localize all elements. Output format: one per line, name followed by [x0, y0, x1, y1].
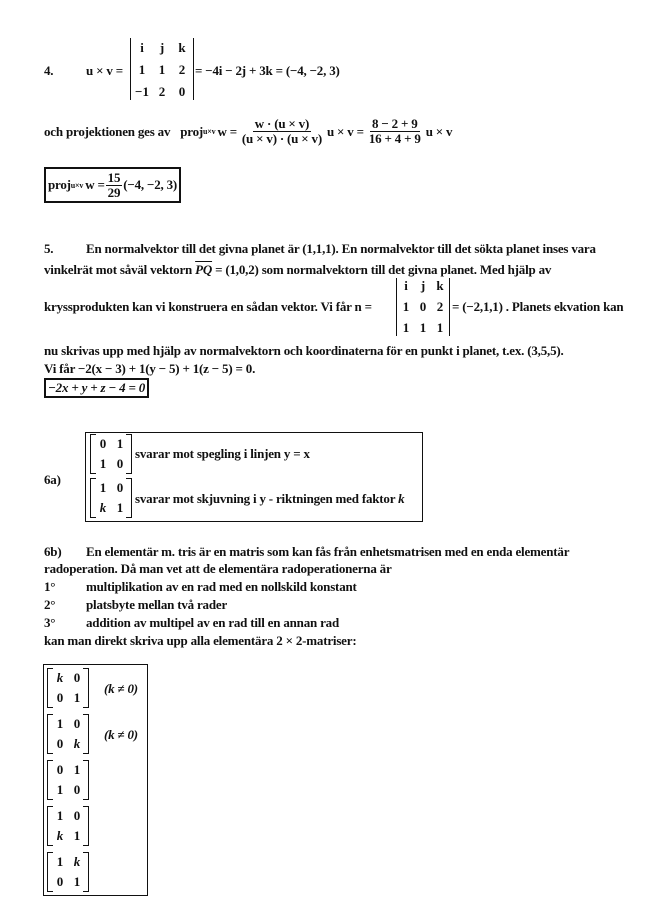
bracket-left: [90, 478, 96, 518]
answer-w: w =: [85, 177, 105, 192]
bracket-right: [83, 852, 89, 892]
matrix-cell: k: [99, 500, 107, 515]
op-1-number: 1°: [44, 579, 56, 594]
bracket-right: [126, 478, 132, 518]
proj-subscript: u×v: [203, 127, 216, 136]
matrix-cell: 1: [56, 782, 64, 797]
det-cell: 2: [158, 84, 166, 99]
cross-product-lhs: u × v =: [86, 63, 123, 78]
det-cell: j: [159, 40, 165, 55]
matrix-cell: 0: [56, 690, 64, 705]
matrix-cell: 1: [116, 500, 124, 515]
proj-w: w =: [217, 123, 237, 139]
elementary-matrix-4: [47, 806, 89, 846]
matrix-cell: k: [56, 670, 64, 685]
numeric-fraction: [367, 117, 423, 146]
det-cell: 1: [402, 299, 410, 314]
bracket-right: [83, 806, 89, 846]
projection-fraction: [240, 117, 324, 146]
det-cell: j: [420, 278, 426, 293]
matrix-cell: k: [56, 828, 64, 843]
matrix-reflection: [90, 434, 132, 474]
matrix-cell: 1: [99, 480, 107, 495]
det-cell: 2: [178, 62, 186, 77]
elementary-matrix-3: [47, 760, 89, 800]
matrix-cell: 1: [73, 762, 81, 777]
fraction-denominator: 16 + 4 + 9: [368, 131, 421, 146]
fraction-numerator: 8 − 2 + 9: [372, 116, 418, 131]
p5-line-3b: = (−2,1,1) . Planets ekvation kan: [452, 299, 624, 314]
plane-equation-answer-box: −2x + y + z − 4 = 0: [44, 378, 149, 398]
answer-fraction: [106, 171, 123, 200]
matrix-cell: 1: [99, 456, 107, 471]
p6b-line-2: radoperation. Då man vet att de elementära radoperationerna är: [44, 561, 392, 576]
answer-vector: (−4, −2, 3): [123, 177, 178, 192]
elementary-matrix-1: [47, 668, 89, 708]
bracket-left: [47, 806, 53, 846]
matrix-cell: 1: [73, 828, 81, 843]
problem-4-number: 4.: [44, 63, 54, 78]
det-cell: −1: [135, 84, 149, 99]
determinant-5: [396, 278, 450, 336]
shear-text: svarar mot skjuvning i y - riktningen med faktor: [135, 491, 396, 506]
elementary-matrix-5: [47, 852, 89, 892]
op-2-text: platsbyte mellan två rader: [86, 597, 228, 612]
p5-line-2b: = (1,0,2) som normalvektorn till det givna planet. Med hjälp av: [215, 262, 552, 277]
shear-factor: k: [398, 491, 405, 506]
matrix-cell: 1: [73, 874, 81, 889]
matrix-cell: k: [73, 736, 81, 751]
matrix-cell: 0: [73, 808, 81, 823]
problem-5-number: 5.: [44, 241, 54, 256]
bracket-left: [47, 668, 53, 708]
determinant-4: [130, 38, 194, 100]
p5-line-2a: vinkelrät mot såväl vektorn: [44, 262, 193, 277]
op-2-number: 2°: [44, 597, 56, 612]
det-cell: 1: [419, 320, 427, 335]
answer-proj: proj: [48, 177, 71, 192]
pq-vector: $\overline{PQ}$: [195, 262, 213, 277]
reflection-description: svarar mot spegling i linjen y = x: [135, 446, 310, 461]
projection-answer-box: [44, 167, 181, 203]
op-3-text: addition av multipel av en rad till en annan rad: [86, 615, 339, 630]
bracket-right: [83, 760, 89, 800]
projection-intro: och projektionen ges av: [44, 123, 171, 139]
elementary-matrix-2: [47, 714, 89, 754]
matrix-cell: 0: [56, 762, 64, 777]
p5-line-1: En normalvektor till det givna planet är (1,1,1). En normalvektor till det sökta planet inses vara: [86, 241, 596, 256]
bracket-left: [47, 714, 53, 754]
matrix-cell: k: [73, 854, 81, 869]
matrix-cell: 0: [73, 782, 81, 797]
p6b-line-1: En elementär m. tris är en matris som kan fås från enhetsmatrisen med en enda elementär: [86, 544, 570, 559]
bracket-right: [83, 668, 89, 708]
bracket-left: [47, 852, 53, 892]
det-cell: 2: [436, 299, 444, 314]
fraction-numerator: w · (u × v): [254, 116, 310, 131]
fraction-numerator: 15: [107, 169, 121, 185]
cross-tail: u × v: [425, 123, 453, 139]
det-cell: 1: [138, 62, 146, 77]
bracket-left: [47, 760, 53, 800]
proj-symbol: proj: [180, 123, 204, 139]
shear-description: [135, 491, 404, 507]
fraction-denominator: (u × v) · (u × v): [241, 131, 322, 146]
matrix-cell: 0: [56, 736, 64, 751]
condition-1: (k ≠ 0): [104, 681, 138, 696]
cross-mid: u × v =: [326, 123, 364, 139]
det-cell: i: [140, 40, 144, 55]
op-1-text: multiplikation av en rad med en nollskild konstant: [86, 579, 357, 594]
matrix-shear: [90, 478, 132, 518]
condition-2: (k ≠ 0): [104, 727, 138, 742]
det-cell: 0: [178, 84, 186, 99]
p5-line-4: nu skrivas upp med hjälp av normalvektorn och koordinaterna för en punkt i planet, t.ex. (3,5,5).: [44, 343, 564, 358]
det-cell: 1: [402, 320, 410, 335]
fraction-denominator: 29: [107, 184, 121, 200]
matrix-cell: 1: [116, 436, 124, 451]
cross-product-result: = −4i − 2j + 3k = (−4, −2, 3): [195, 63, 340, 78]
matrix-cell: 0: [99, 436, 107, 451]
matrix-cell: 1: [56, 716, 64, 731]
op-3-number: 3°: [44, 615, 56, 630]
p5-line-2: [44, 262, 551, 278]
bracket-right: [83, 714, 89, 754]
det-cell: i: [404, 278, 408, 293]
det-cell: 1: [158, 62, 166, 77]
matrix-cell: 1: [73, 690, 81, 705]
matrix-cell: 0: [56, 874, 64, 889]
bracket-right: [126, 434, 132, 474]
matrix-cell: 1: [56, 808, 64, 823]
projection-line: [44, 117, 452, 146]
matrix-cell: 0: [73, 716, 81, 731]
problem-6b-label: 6b): [44, 544, 62, 559]
p5-line-3a: kryssprodukten kan vi konstruera en sådan vektor. Vi får n =: [44, 299, 372, 314]
problem-6a-label: 6a): [44, 472, 61, 487]
matrix-cell: 1: [56, 854, 64, 869]
det-cell: 1: [436, 320, 444, 335]
matrix-cell: 0: [73, 670, 81, 685]
det-cell: k: [436, 278, 444, 293]
answer-subscript: u×v: [70, 180, 84, 190]
det-cell: k: [178, 40, 186, 55]
p6b-line-3: kan man direkt skriva upp alla elementära 2 × 2-matriser:: [44, 633, 357, 648]
matrix-cell: 0: [116, 480, 124, 495]
matrix-cell: 0: [116, 456, 124, 471]
p5-line-5: Vi får −2(x − 3) + 1(y − 5) + 1(z − 5) = 0.: [44, 361, 256, 376]
bracket-left: [90, 434, 96, 474]
det-cell: 0: [419, 299, 427, 314]
